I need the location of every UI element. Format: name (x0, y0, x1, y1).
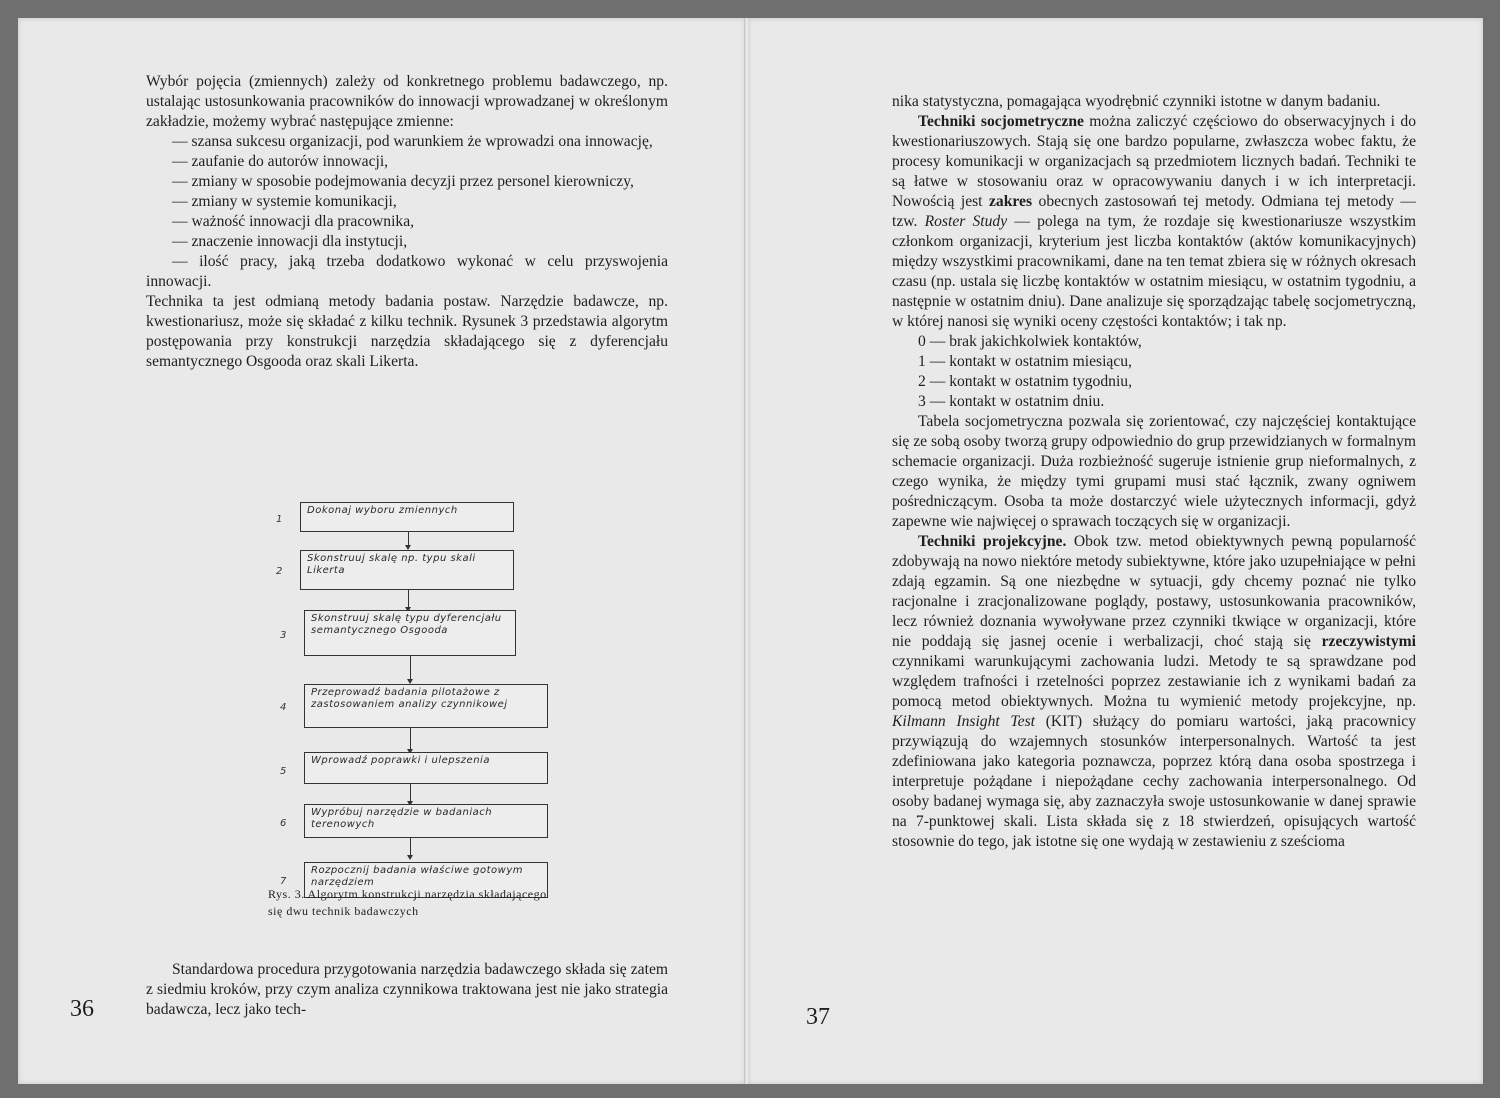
term-italic: Roster Study (924, 213, 1008, 230)
list-item: 3 — kontakt w ostatnim dniu. (918, 393, 1105, 410)
heading-inline: Techniki projekcyjne. (918, 533, 1067, 550)
step-number: 3 (280, 630, 287, 641)
list-item: — ilość pracy, jaką trzeba dodatkowo wykonać w celu przyswojenia innowacji. (146, 253, 668, 290)
text-run: Obok tzw. metod obiektywnych pewną popularność zdobywają na nowo niektóre metody subiektywne, które jako uzupełniające w pełni zdają egzamin. Są one niezbędne w sytuacji, gdy chcemy poznać nie tylko racjonalne i zracjonalizowane poglądy, postawy, ustosunkowania pracowników, lecz również doznania wywoływane przez czynniki tkwiące w organizacji, które nie poddają się jasnej ocenie i werbalizacji, choć stają się (892, 533, 1416, 650)
list-item: 2 — kontakt w ostatnim tygodniu, (918, 373, 1132, 390)
text-run: — polega na tym, że rozdaje się kwestionariusze wszystkim członkom organizacji, kryterium jest liczba kontaktów (aktów komunikacyjnych) między wszystkimi pracownikami, dane na ten temat zbiera się w różnych okresach czasu (np. ustala się liczbę kontaktów w ostatnim miesiącu, w ostatnim tygodniu, a następnie w ostatnim dniu). Dane analizuje się sporządzając tabelę socjometryczną, w której nanosi się wyniki oceny częstości kontaktów; i tak np. (892, 213, 1416, 330)
arrow-down-icon (410, 784, 411, 804)
text-run: można zaliczyć częściowo do obserwacyjnych i do kwestionariuszowych. Stają się one bardzo popularne, zwłaszcza wobec faktu, że procesy komunikacji w organizacjach są przedmiotem licznych badań. Techniki te są łatwe w stosowaniu oraz w opracowywaniu danych i w ich interpretacji. Nowością jest (892, 113, 1416, 210)
continued-paragraph: nika statystyczna, pomagająca wyodrębnić czynniki istotne w danym badaniu. (892, 93, 1381, 110)
page-number: 37 (806, 1004, 830, 1030)
text-run: obecnych zastosowań tej metody. Odmiana tej metody — tzw. (892, 193, 1417, 230)
step-box (304, 804, 548, 838)
step-number: 4 (280, 702, 287, 713)
figure-caption: Rys. 3. Algorytm konstrukcji narzędzia składającego się dwu technik badawczych (268, 887, 547, 918)
arrow-down-icon (408, 532, 409, 548)
arrow-down-icon (410, 656, 411, 682)
page-number: 36 (70, 996, 94, 1022)
left-text-column (146, 72, 668, 372)
intro-paragraph: Wybór pojęcia (zmiennych) zależy od konkretnego problemu badawczego, np. ustalając ustosunkowania pracowników do innowacji wprowadzanej w określonym zakładzie, możemy wybrać następujące zmienne: (146, 73, 668, 130)
step-label: Skonstruuj skalę typu dyferencjału semantycznego Osgooda (311, 613, 502, 636)
term-italic: Kilmann Insight Test (892, 713, 1035, 730)
bottom-paragraph: Standardowa procedura przygotowania narzędzia badawczego składa się zatem z siedmiu kroków, przy czym analiza czynnikowa traktowana jest nie jako strategia badawcza, lecz jako tech- (146, 961, 668, 1018)
algorithm-figure (258, 484, 568, 888)
step-box (300, 502, 514, 532)
arrow-down-icon (410, 728, 411, 752)
list-item: 1 — kontakt w ostatnim miesiącu, (918, 353, 1132, 370)
variables-list (146, 132, 668, 292)
step-box (300, 550, 514, 590)
step-number: 5 (280, 766, 287, 777)
list-item: — zmiany w sposobie podejmowania decyzji przez personel kierowniczy, (172, 173, 634, 190)
step-number: 7 (280, 876, 287, 887)
emphasis: rzeczywistymi (1321, 633, 1416, 650)
heading-inline: Techniki socjometryczne (918, 113, 1084, 130)
step-number: 1 (276, 514, 283, 525)
list-item: — znaczenie innowacji dla instytucji, (172, 233, 408, 250)
list-item: — zmiany w systemie komunikacji, (172, 193, 397, 210)
emphasis: zakres (989, 193, 1033, 210)
projective-paragraph (892, 532, 1416, 852)
step-label: Wprowadź poprawki i ulepszenia (311, 755, 490, 766)
list-item: — ważność innowacji dla pracownika, (172, 213, 415, 230)
step-label: Przeprowadź badania pilotażowe z zastosowaniem analizy czynnikowej (311, 687, 508, 710)
contact-scale-list (892, 332, 1416, 412)
step-label: Skonstruuj skalę np. typu skali Likerta (307, 553, 476, 576)
step-number: 2 (276, 566, 283, 577)
left-page (18, 18, 746, 1084)
step-label: Rozpocznij badania właściwe gotowym narzędziem (311, 865, 523, 888)
step-label: Wypróbuj narzędzie w badaniach terenowych (311, 807, 493, 830)
right-text-column (892, 92, 1416, 852)
list-item: 0 — brak jakichkolwiek kontaktów, (918, 333, 1142, 350)
table-paragraph: Tabela socjometryczna pozwala się zorientować, czy najczęściej kontaktujące się ze sobą osoby tworzą grupy odpowiednio do grup przewidzianych w formalnym schemacie organizacji. Duża rozbieżność sugeruje istnienie grup nieformalnych, z czego wynika, że między tymi grupami musi stać łącznik, zwany ogniwem pośredniczącym. Osoba ta może dostarczyć wiele użytecznych informacji, gdyż zapewne wie najwięcej o sprawach toczących się w organizacji. (892, 413, 1416, 530)
step-number: 6 (280, 818, 287, 829)
text-run: (KIT) służący do pomiaru wartości, jaką pracownicy przywiązują do wzajemnych stosunków interpersonalnych. Wartość ta jest zdefiniowana jako kategoria poznawcza, poprzez którą dana osoba spostrzega i interpretuje pożądane i niepożądane cechy zachowania interpersonalnego. Od osoby badanej wymaga się, aby zaznaczyła swoje ustosunkowanie w danej sprawie na 7-punktowej skali. Lista składa się z 18 stwierdzeń, opisujących wartość stosownie do tego, jak istotne się one wydają w zestawieniu z sześcioma (892, 713, 1416, 850)
technique-paragraph: Technika ta jest odmianą metody badania postaw. Narzędzie badawcze, np. kwestionariusz, może się składać z kilku technik. Rysunek 3 przedstawia algorytm postępowania przy konstrukcji narzędzia składającego się z dyferencjału semantycznego Osgooda oraz skali Likerta. (146, 293, 668, 370)
arrow-down-icon (408, 590, 409, 610)
step-box (304, 610, 516, 656)
list-item: — szansa sukcesu organizacji, pod warunkiem że wprowadzi ona innowację, (172, 133, 653, 150)
list-item: — zaufanie do autorów innowacji, (172, 153, 389, 170)
step-label: Dokonaj wyboru zmiennych (307, 505, 458, 516)
right-page (748, 18, 1483, 1084)
sociometric-paragraph (892, 112, 1416, 332)
arrow-down-icon (410, 838, 411, 858)
text-run: czynnikami warunkującymi zachowania ludzi. Metody te są sprawdzane pod względem trafności i rzetelności poprzez zestawianie ich z wynikami badań za pomocą metod obiektywnych. Można tu wymienić metody projekcyjne, np. (892, 653, 1416, 710)
step-box (304, 752, 548, 784)
step-box (304, 684, 548, 728)
